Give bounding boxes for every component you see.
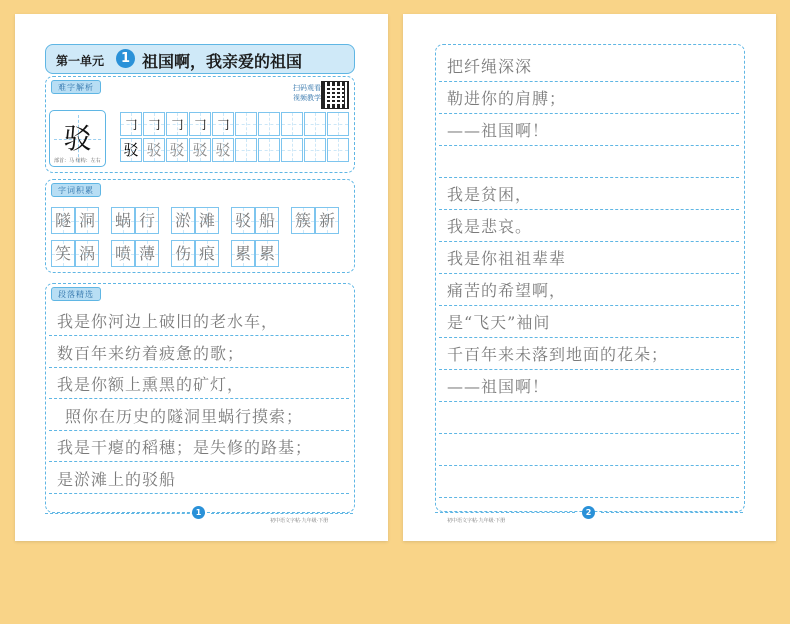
footer-text: 初中语文字帖·九年级·下册 xyxy=(270,518,329,524)
practice-cell xyxy=(281,112,303,136)
lesson-title: 祖国啊，我亲爱的祖国 xyxy=(142,52,303,71)
writing-rule xyxy=(439,369,739,370)
writing-rule xyxy=(439,497,739,498)
word-char: 伤 xyxy=(174,244,191,263)
practice-cell xyxy=(327,112,349,136)
passage-line: 数百年来纺着疲惫的歌； xyxy=(57,343,245,363)
continuation-line: 我是贫困， xyxy=(447,185,533,204)
word-char-cell xyxy=(315,207,339,234)
word-char: 驳 xyxy=(234,211,251,230)
continuation-line: 勒进你的肩膊； xyxy=(447,89,567,108)
word-char: 隧 xyxy=(54,211,71,230)
section-tag-hard-chars: 难字解析 xyxy=(51,80,101,94)
writing-rule xyxy=(439,273,739,274)
stroke-order-char: 𠃌 xyxy=(193,118,207,133)
practice-cell xyxy=(212,112,234,136)
practice-cell xyxy=(189,112,211,136)
continuation-line: 我是悲哀。 xyxy=(447,217,533,236)
page-number: 1 xyxy=(192,506,205,519)
word-char: 行 xyxy=(138,211,155,230)
practice-cell xyxy=(281,138,303,162)
passage-line: 我是你河边上破旧的老水车， xyxy=(57,312,279,331)
practice-cell xyxy=(212,138,234,162)
word-char: 涡 xyxy=(78,244,95,263)
word-char: 薄 xyxy=(138,244,155,263)
word-char-cell xyxy=(51,207,75,234)
word-char-cell xyxy=(291,207,315,234)
continuation-line: 把纤绳深深 xyxy=(447,57,533,76)
word-char-cell xyxy=(135,240,159,267)
writing-rule xyxy=(439,465,739,466)
writing-rule xyxy=(439,241,739,242)
word-char: 簇 xyxy=(294,211,311,230)
passage-line: 我是干瘪的稻穗；是失修的路基； xyxy=(57,438,313,457)
word-char: 痕 xyxy=(198,244,215,263)
writing-rule xyxy=(49,430,349,431)
practice-cell xyxy=(258,138,280,162)
practice-cell xyxy=(143,112,165,136)
writing-rule xyxy=(439,305,739,306)
continuation-line: 痛苦的希望啊， xyxy=(447,281,567,300)
stroke-order-char: 𠃌 xyxy=(170,118,184,133)
word-char: 累 xyxy=(258,244,275,263)
worksheet-page-1 xyxy=(15,14,388,541)
word-char-cell xyxy=(231,240,255,267)
unit-label: 第一单元 xyxy=(56,54,105,68)
model-char-box xyxy=(49,110,106,167)
writing-rule xyxy=(439,337,739,338)
continuation-line: ——祖国啊！ xyxy=(447,377,550,396)
practice-cell xyxy=(120,112,142,136)
practice-cell xyxy=(258,112,280,136)
writing-rule xyxy=(49,493,349,494)
stroke-order-char: 𠃌 xyxy=(124,118,138,133)
word-char-cell xyxy=(51,240,75,267)
passage-line: 照你在历史的隧洞里蜗行摸索； xyxy=(65,406,304,426)
word-char-cell xyxy=(255,207,279,234)
word-char-cell xyxy=(171,240,195,267)
page-number-2: 2 xyxy=(582,506,595,519)
practice-cell xyxy=(327,138,349,162)
practice-cell xyxy=(235,112,257,136)
writing-rule xyxy=(439,401,739,402)
word-char-cell xyxy=(75,207,99,234)
footer-rule-right-2 xyxy=(601,512,743,513)
word-char-cell xyxy=(171,207,195,234)
writing-rule xyxy=(49,335,349,336)
practice-cell xyxy=(189,138,211,162)
section-tag-words: 字词积累 xyxy=(51,183,101,197)
word-char: 洞 xyxy=(78,211,95,230)
footer-rule-left xyxy=(45,513,205,514)
word-char: 累 xyxy=(234,244,251,263)
word-char: 蜗 xyxy=(114,211,131,230)
word-char-cell xyxy=(111,240,135,267)
word-char-cell xyxy=(255,240,279,267)
word-char-cell xyxy=(195,207,219,234)
practice-cell xyxy=(120,138,142,162)
word-char: 喷 xyxy=(114,244,131,263)
writing-rule xyxy=(439,81,739,82)
word-char-cell xyxy=(195,240,219,267)
char-meta: 部首：马 结构：左右 xyxy=(54,158,101,164)
word-char: 滩 xyxy=(198,211,215,230)
word-char-cell xyxy=(111,207,135,234)
footer-text-2: 初中语文字帖·九年级·下册 xyxy=(447,518,506,524)
word-char: 笑 xyxy=(54,244,71,263)
practice-char: 驳 xyxy=(169,141,185,159)
practice-char: 驳 xyxy=(215,141,231,159)
word-char-cell xyxy=(75,240,99,267)
lesson-number-badge: 1 xyxy=(116,49,135,68)
continuation-line: 是“飞天”袖间 xyxy=(447,313,551,332)
word-char: 淤 xyxy=(174,211,191,230)
footer-rule-left-2 xyxy=(435,512,575,513)
practice-cell xyxy=(143,138,165,162)
practice-cell xyxy=(235,138,257,162)
writing-rule xyxy=(439,113,739,114)
qr-caption xyxy=(277,83,321,103)
practice-char: 驳 xyxy=(123,141,139,159)
word-char: 新 xyxy=(318,211,335,230)
practice-cell xyxy=(166,112,188,136)
passage-line: 我是你额上熏黑的矿灯， xyxy=(57,375,245,394)
writing-rule xyxy=(439,145,739,146)
footer-rule-right xyxy=(211,513,353,514)
stroke-order-char: 𠃌 xyxy=(216,118,230,133)
practice-cell xyxy=(304,138,326,162)
stroke-order-char: 𠃌 xyxy=(147,118,161,133)
qr-code[interactable] xyxy=(321,81,349,109)
model-char: 驳 xyxy=(63,122,92,155)
writing-rule xyxy=(49,398,349,399)
practice-char: 驳 xyxy=(192,141,208,159)
writing-rule xyxy=(49,461,349,462)
continuation-line: ——祖国啊！ xyxy=(447,121,550,140)
word-char-cell xyxy=(135,207,159,234)
practice-cell xyxy=(304,112,326,136)
writing-rule xyxy=(439,209,739,210)
qr-caption-line-2: 视频教学 xyxy=(293,94,321,102)
section-tag-passage: 段落精选 xyxy=(51,287,101,301)
passage-line: 是淤滩上的驳船 xyxy=(57,469,177,489)
practice-cell xyxy=(166,138,188,162)
worksheet-page-2 xyxy=(403,14,776,541)
practice-char: 驳 xyxy=(146,141,162,159)
writing-rule xyxy=(439,433,739,434)
qr-caption-line-1: 扫码观看 xyxy=(293,84,321,92)
continuation-line: 千百年来未落到地面的花朵； xyxy=(447,345,669,364)
writing-rule xyxy=(49,367,349,368)
writing-rule xyxy=(439,177,739,178)
lesson-title-bar xyxy=(45,44,355,74)
continuation-line: 我是你祖祖辈辈 xyxy=(447,249,567,268)
word-char: 船 xyxy=(258,211,275,230)
word-char-cell xyxy=(231,207,255,234)
